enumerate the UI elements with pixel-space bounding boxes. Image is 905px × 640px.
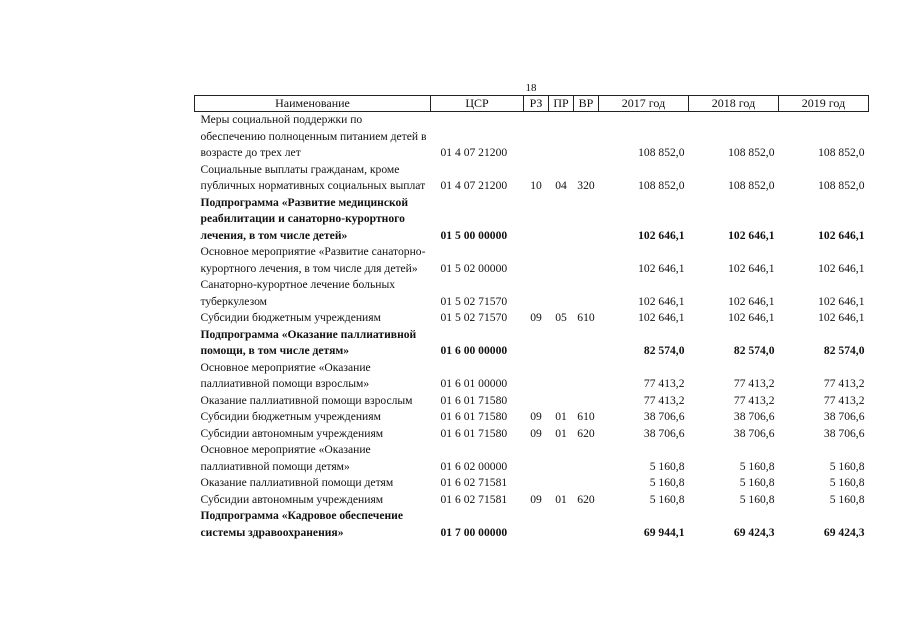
table-row bbox=[195, 277, 869, 310]
cell-csr: 01 6 00 00000 bbox=[440, 344, 508, 357]
cell-csr: 01 5 00 00000 bbox=[440, 228, 508, 242]
cell-vr: 610 bbox=[577, 311, 595, 324]
cell-y2019: 77 413,2 bbox=[823, 393, 865, 407]
cell-y2019: 5 160,8 bbox=[829, 492, 865, 506]
cell-rz bbox=[524, 112, 549, 162]
cell-name: Субсидии автономным учреждениям bbox=[200, 492, 384, 506]
cell-y2018: 102 646,1 bbox=[728, 294, 775, 308]
cell-y2018: 77 413,2 bbox=[733, 377, 775, 390]
cell-vr bbox=[574, 360, 599, 393]
table-row bbox=[195, 409, 869, 426]
cell-vr bbox=[574, 508, 599, 541]
table-row bbox=[195, 393, 869, 410]
cell-csr: 01 7 00 00000 bbox=[440, 525, 508, 539]
cell-y2019: 102 646,1 bbox=[818, 228, 865, 242]
cell-rz bbox=[524, 360, 549, 393]
cell-y2017: 38 706,6 bbox=[643, 426, 685, 440]
cell-rz: 10 bbox=[530, 179, 542, 192]
table-body bbox=[195, 112, 869, 542]
cell-y2019: 69 424,3 bbox=[823, 525, 865, 539]
cell-name: Меры социальной поддержки по обеспечению полноценным питанием детей в возрасте до трех лет bbox=[200, 113, 427, 159]
cell-vr: 620 bbox=[577, 426, 595, 440]
cell-csr: 01 4 07 21200 bbox=[440, 146, 508, 159]
cell-y2018: 5 160,8 bbox=[739, 492, 775, 506]
cell-y2017: 82 574,0 bbox=[643, 344, 685, 357]
header-vr: ВР bbox=[574, 96, 599, 112]
table-row bbox=[195, 244, 869, 277]
cell-vr bbox=[574, 327, 599, 360]
header-2017: 2017 год bbox=[599, 96, 689, 112]
cell-rz bbox=[524, 327, 549, 360]
cell-pr: 01 bbox=[555, 410, 567, 423]
cell-pr bbox=[549, 277, 574, 310]
cell-pr bbox=[549, 112, 574, 162]
cell-name: Субсидии автономным учреждениям bbox=[200, 426, 384, 440]
cell-y2018: 69 424,3 bbox=[733, 525, 775, 539]
cell-rz bbox=[524, 508, 549, 541]
table-row bbox=[195, 327, 869, 360]
cell-y2019: 82 574,0 bbox=[823, 344, 865, 357]
cell-y2018: 102 646,1 bbox=[728, 228, 775, 242]
table-row bbox=[195, 310, 869, 327]
table-row bbox=[195, 442, 869, 475]
cell-vr bbox=[574, 195, 599, 245]
cell-name: Субсидии бюджетным учреждениям bbox=[200, 311, 381, 324]
header-2019: 2019 год bbox=[779, 96, 869, 112]
cell-rz bbox=[524, 277, 549, 310]
cell-y2019: 38 706,6 bbox=[823, 410, 865, 423]
cell-y2018: 5 160,8 bbox=[739, 459, 775, 473]
cell-y2017: 77 413,2 bbox=[643, 393, 685, 407]
cell-rz bbox=[524, 475, 549, 492]
cell-pr: 01 bbox=[555, 492, 567, 506]
table-row bbox=[195, 508, 869, 541]
cell-vr bbox=[574, 112, 599, 162]
page-number: 18 bbox=[525, 82, 537, 94]
cell-csr: 01 6 01 71580 bbox=[440, 410, 508, 423]
cell-pr bbox=[549, 244, 574, 277]
cell-pr: 01 bbox=[555, 426, 567, 440]
cell-y2018: 77 413,2 bbox=[733, 393, 775, 407]
cell-csr: 01 5 02 00000 bbox=[440, 261, 508, 275]
cell-csr: 01 6 01 71580 bbox=[440, 426, 508, 440]
cell-vr bbox=[574, 475, 599, 492]
table-row bbox=[195, 475, 869, 492]
cell-vr bbox=[574, 277, 599, 310]
cell-y2019: 5 160,8 bbox=[829, 476, 865, 489]
cell-y2019: 102 646,1 bbox=[818, 311, 865, 324]
cell-vr: 320 bbox=[577, 179, 595, 192]
cell-vr bbox=[574, 442, 599, 475]
cell-csr: 01 5 02 71570 bbox=[440, 294, 508, 308]
cell-y2017: 5 160,8 bbox=[649, 459, 685, 473]
cell-name: Субсидии бюджетным учреждениям bbox=[200, 410, 381, 423]
table-row bbox=[195, 162, 869, 195]
cell-rz: 09 bbox=[530, 492, 542, 506]
table-row bbox=[195, 195, 869, 245]
cell-rz bbox=[524, 195, 549, 245]
budget-table bbox=[194, 95, 869, 541]
cell-y2018: 102 646,1 bbox=[728, 311, 775, 324]
header-pr: ПР bbox=[549, 96, 574, 112]
header-rz: РЗ bbox=[524, 96, 549, 112]
cell-rz bbox=[524, 393, 549, 410]
cell-y2017: 102 646,1 bbox=[638, 261, 685, 275]
cell-rz: 09 bbox=[530, 410, 542, 423]
cell-y2019: 5 160,8 bbox=[829, 459, 865, 473]
table-row bbox=[195, 426, 869, 443]
cell-y2019: 108 852,0 bbox=[818, 146, 865, 159]
table-row bbox=[195, 112, 869, 162]
cell-y2018: 38 706,6 bbox=[733, 410, 775, 423]
cell-rz: 09 bbox=[530, 426, 542, 440]
cell-csr: 01 6 02 71581 bbox=[440, 476, 508, 489]
cell-csr: 01 6 01 00000 bbox=[440, 377, 508, 390]
cell-csr: 01 4 07 21200 bbox=[440, 179, 508, 192]
cell-vr bbox=[574, 244, 599, 277]
cell-name: Социальные выплаты гражданам, кроме публичных нормативных социальных выплат bbox=[200, 162, 426, 192]
cell-y2019: 102 646,1 bbox=[818, 261, 865, 275]
cell-pr bbox=[549, 327, 574, 360]
cell-pr bbox=[549, 475, 574, 492]
cell-y2017: 5 160,8 bbox=[649, 492, 685, 506]
cell-rz bbox=[524, 442, 549, 475]
cell-rz: 09 bbox=[530, 311, 542, 324]
cell-name: Основное мероприятие «Оказание паллиативной помощи взрослым» bbox=[200, 360, 371, 390]
cell-y2019: 77 413,2 bbox=[823, 377, 865, 390]
cell-vr: 620 bbox=[577, 492, 595, 506]
cell-y2017: 5 160,8 bbox=[649, 476, 685, 489]
cell-csr: 01 6 02 00000 bbox=[440, 459, 508, 473]
cell-pr bbox=[549, 195, 574, 245]
header-name: Наименование bbox=[195, 96, 431, 112]
cell-y2018: 38 706,6 bbox=[733, 426, 775, 440]
cell-rz bbox=[524, 244, 549, 277]
cell-pr: 05 bbox=[555, 311, 567, 324]
cell-name: Санаторно-курортное лечение больных туберкулезом bbox=[200, 278, 396, 308]
table-row bbox=[195, 492, 869, 509]
cell-y2017: 77 413,2 bbox=[643, 377, 685, 390]
cell-pr: 04 bbox=[555, 179, 567, 192]
cell-pr bbox=[549, 393, 574, 410]
cell-y2018: 108 852,0 bbox=[728, 179, 775, 192]
cell-y2019: 102 646,1 bbox=[818, 294, 865, 308]
header-2018: 2018 год bbox=[689, 96, 779, 112]
cell-pr bbox=[549, 508, 574, 541]
cell-name: Основное мероприятие «Развитие санаторно-курортного лечения, в том числе для детей» bbox=[200, 245, 426, 275]
cell-name: Оказание паллиативной помощи взрослым bbox=[200, 393, 413, 407]
cell-y2019: 38 706,6 bbox=[823, 426, 865, 440]
cell-name: Подпрограмма «Оказание паллиативной помощи, в том числе детям» bbox=[200, 327, 417, 357]
cell-y2017: 102 646,1 bbox=[638, 311, 685, 324]
cell-name: Оказание паллиативной помощи детям bbox=[200, 476, 394, 489]
cell-y2018: 108 852,0 bbox=[728, 146, 775, 159]
cell-pr bbox=[549, 360, 574, 393]
cell-y2018: 5 160,8 bbox=[739, 476, 775, 489]
cell-y2017: 108 852,0 bbox=[638, 146, 685, 159]
cell-y2017: 108 852,0 bbox=[638, 179, 685, 192]
table-row bbox=[195, 360, 869, 393]
cell-y2017: 102 646,1 bbox=[638, 228, 685, 242]
cell-y2018: 82 574,0 bbox=[733, 344, 775, 357]
cell-y2019: 108 852,0 bbox=[818, 179, 865, 192]
cell-vr bbox=[574, 393, 599, 410]
cell-y2018: 102 646,1 bbox=[728, 261, 775, 275]
cell-y2017: 102 646,1 bbox=[638, 294, 685, 308]
cell-name: Подпрограмма «Кадровое обеспечение системы здравоохранения» bbox=[200, 509, 403, 539]
cell-csr: 01 6 02 71581 bbox=[440, 492, 508, 506]
cell-y2017: 38 706,6 bbox=[643, 410, 685, 423]
table-header bbox=[195, 96, 869, 112]
header-csr: ЦСР bbox=[431, 96, 524, 112]
cell-name: Основное мероприятие «Оказание паллиативной помощи детям» bbox=[200, 443, 371, 473]
cell-pr bbox=[549, 442, 574, 475]
cell-csr: 01 6 01 71580 bbox=[440, 393, 508, 407]
cell-vr: 610 bbox=[577, 410, 595, 423]
cell-csr: 01 5 02 71570 bbox=[440, 311, 508, 324]
cell-y2017: 69 944,1 bbox=[643, 525, 685, 539]
cell-name: Подпрограмма «Развитие медицинской реабилитации и санаторно-курортного лечения, в том числе детей» bbox=[200, 195, 409, 242]
